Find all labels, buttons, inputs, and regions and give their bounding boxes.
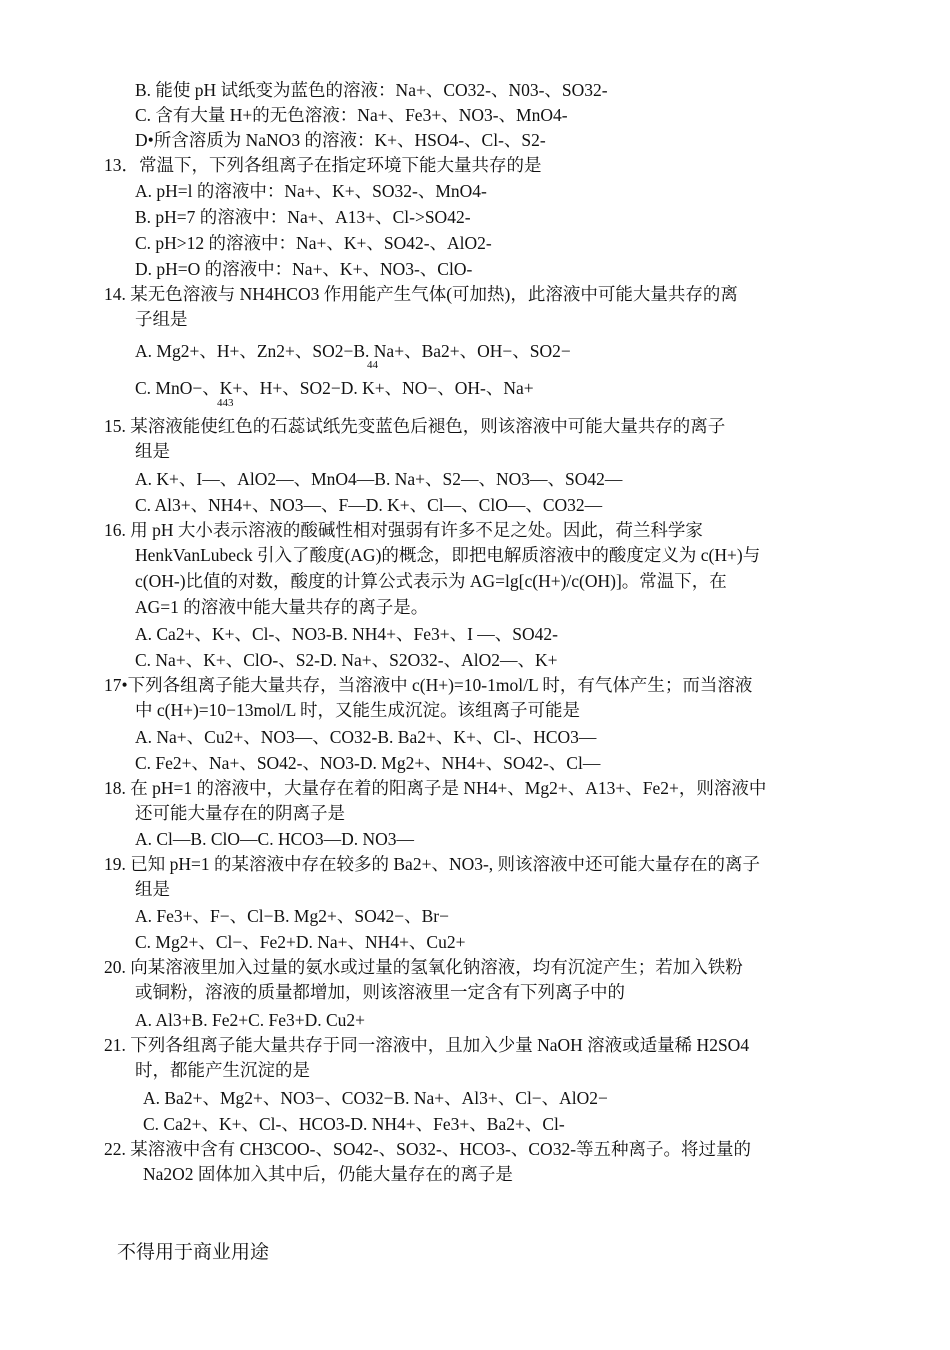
- text-line: D. pH=O 的溶液中：Na+、K+、NO3-、ClO-: [135, 259, 473, 279]
- question-22: 22. 某溶液中含有 CH3COO-、SO42-、SO32-、HCO3-、CO32-等五种离子。将过量的: [104, 1139, 752, 1159]
- text-line: c(OH-)比值的对数，酸度的计算公式表示为 AG=lg[c(H+)/c(OH)]。常温下，在: [135, 571, 727, 591]
- question-16: 16. 用 pH 大小表示溶液的酸碱性相对强弱有许多不足之处。因此，荷兰科学家: [104, 520, 703, 540]
- text-line: A. K+、I—、AlO2—、MnO4—B. Na+、S2—、NO3—、SO42—: [135, 469, 623, 489]
- footer-note: 不得用于商业用途: [117, 1242, 270, 1263]
- question-19: 19. 已知 pH=1 的某溶液中存在较多的 Ba2+、NO3-, 则该溶液中还可能大量存在的离子: [104, 854, 761, 874]
- text-line: C. Ca2+、K+、Cl-、HCO3-D. NH4+、Fe3+、Ba2+、Cl-: [143, 1114, 565, 1134]
- text-line: C. 含有大量 H+的无色溶液：Na+、Fe3+、NO3-、MnO4-: [135, 105, 568, 125]
- question-14: 14. 某无色溶液与 NH4HCO3 作用能产生气体(可加热)，此溶液中可能大量共存的离: [104, 284, 738, 304]
- text-line: A. pH=l 的溶液中：Na+、K+、SO32-、MnO4-: [135, 181, 487, 201]
- text-line: 组是: [135, 441, 170, 461]
- question-15: 15. 某溶液能使红色的石蕊试纸先变蓝色后褪色，则该溶液中可能大量共存的离子: [104, 416, 726, 436]
- text-line: A. Cl—B. ClO—C. HCO3—D. NO3—: [135, 829, 415, 849]
- question-17: 17•下列各组离子能大量共存，当溶液中 c(H+)=10-1mol/L 时，有气体产生；而当溶液: [104, 675, 753, 695]
- text-line: 子组是: [135, 309, 188, 329]
- question-13: 13．常温下，下列各组离子在指定环境下能大量共存的是: [104, 155, 542, 175]
- text-line: AG=1 的溶液中能大量共存的离子是。: [135, 597, 429, 617]
- text-line: 时，都能产生沉淀的是: [135, 1060, 310, 1080]
- text-line: B. pH=7 的溶液中：Na+、A13+、Cl->SO42-: [135, 207, 471, 227]
- text-line: 或铜粉，溶液的质量都增加，则该溶液里一定含有下列离子中的: [135, 982, 625, 1002]
- subscript-line: 443: [217, 397, 234, 409]
- text-line: C. Mg2+、Cl−、Fe2+D. Na+、NH4+、Cu2+: [135, 932, 466, 952]
- text-line: A. Ba2+、Mg2+、NO3−、CO32−B. Na+、Al3+、Cl−、AlO2−: [143, 1088, 608, 1108]
- question-20: 20. 向某溶液里加入过量的氨水或过量的氢氧化钠溶液，均有沉淀产生；若加入铁粉: [104, 957, 743, 977]
- text-line: 组是: [135, 879, 170, 899]
- text-line: HenkVanLubeck 引入了酸度(AG)的概念，即把电解质溶液中的酸度定义为 c(H+)与: [135, 545, 761, 565]
- text-line: A. Na+、Cu2+、NO3—、CO32-B. Ba2+、K+、Cl-、HCO3—: [135, 727, 597, 747]
- text-line: 还可能大量存在的阴离子是: [135, 803, 345, 823]
- text-line: Na2O2 固体加入其中后，仍能大量存在的离子是: [143, 1164, 513, 1184]
- text-line: C. Fe2+、Na+、SO42-、NO3-D. Mg2+、NH4+、SO42-、Cl—: [135, 753, 601, 773]
- text-line: C. pH>12 的溶液中：Na+、K+、SO42-、AlO2-: [135, 233, 492, 253]
- text-line: A. Al3+B. Fe2+C. Fe3+D. Cu2+: [135, 1010, 366, 1030]
- question-21: 21. 下列各组离子能大量共存于同一溶液中，且加入少量 NaOH 溶液或适量稀 H2SO4: [104, 1035, 750, 1055]
- text-line: C. Na+、K+、ClO-、S2-D. Na+、S2O32-、AlO2—、K+: [135, 650, 558, 670]
- text-line: B. 能使 pH 试纸变为蓝色的溶液：Na+、CO32-、N03-、SO32-: [135, 80, 608, 100]
- text-line: C. Al3+、NH4+、NO3—、F—D. K+、Cl—、ClO—、CO32—: [135, 495, 603, 515]
- text-line: C. MnO−、K+、H+、SO2−D. K+、NO−、OH-、Na+: [135, 378, 534, 398]
- question-18: 18. 在 pH=1 的溶液中，大量存在着的阳离子是 NH4+、Mg2+、A13+、Fe2+，则溶液中: [104, 778, 767, 798]
- text-line: A. Ca2+、K+、Cl-、NO3-B. NH4+、Fe3+、I —、SO42-: [135, 624, 559, 644]
- text-line: 中 c(H+)=10−13mol/L 时，又能生成沉淀。该组离子可能是: [135, 700, 581, 720]
- subscript-line: 44: [367, 359, 378, 371]
- text-line: D•所含溶质为 NaNO3 的溶液：K+、HSO4-、Cl-、S2-: [135, 130, 546, 150]
- text-line: A. Fe3+、F−、Cl−B. Mg2+、SO42−、Br−: [135, 906, 449, 926]
- text-line: A. Mg2+、H+、Zn2+、SO2−B. Na+、Ba2+、OH−、SO2−: [135, 341, 571, 361]
